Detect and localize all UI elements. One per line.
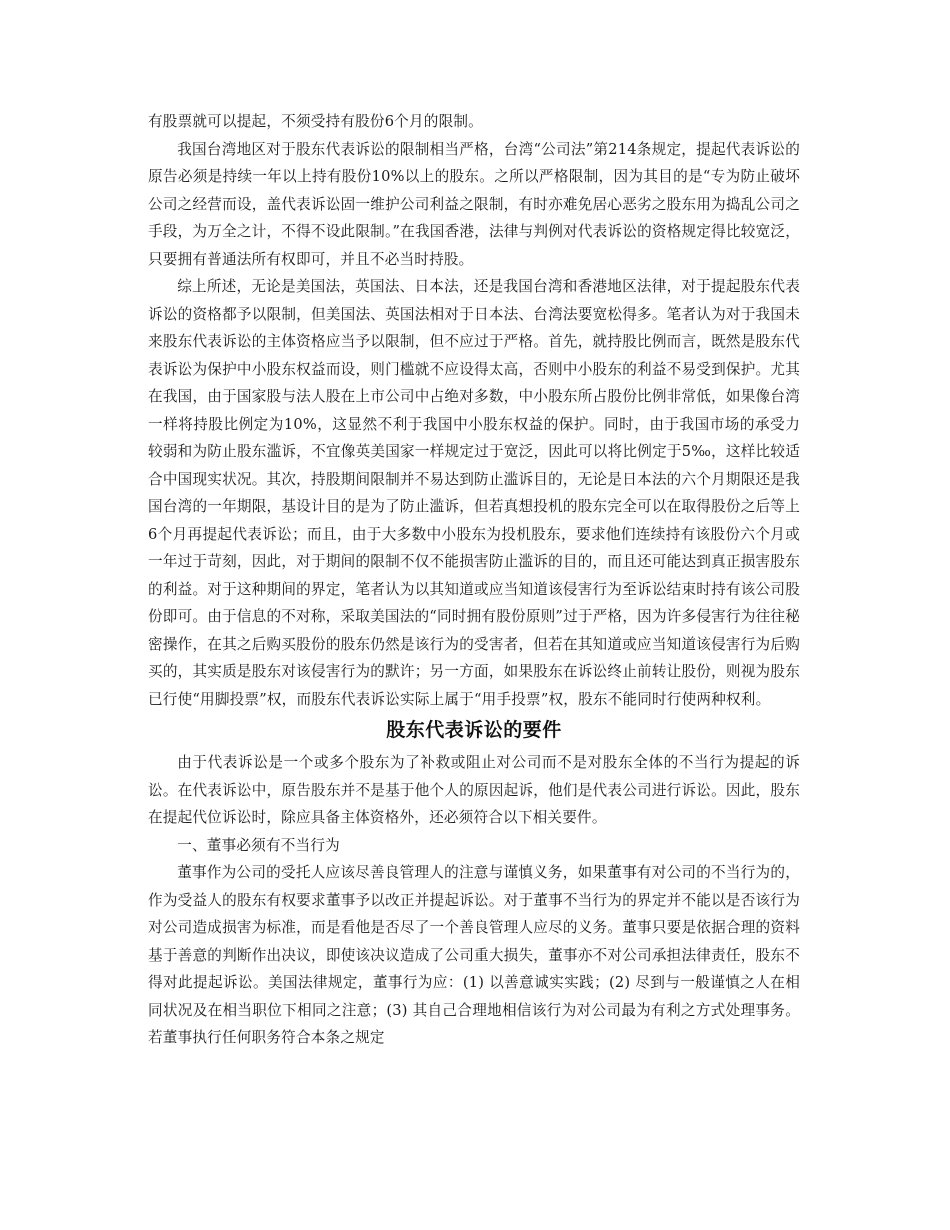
paragraph-director-duty: 董事作为公司的受托人应该尽善良管理人的注意与谨慎义务，如果董事有对公司的不当行为的，作为受益人的股东有权要求董事予以改正并提起诉讼。对于董事不当行为的界定并不能以是否该行为对公司造成损害为标准，而是看他是否尽了一个善良管理人应尽的义务。董事只要是依据合理的资料基于善意的判断作出决议，即使该决议造成了公司重大损失，董事亦不对公司承担法律责任，股东不得对此提起诉讼。美国法律规定，董事行为应：(1) 以善意诚实实践；(2) 尽到与一般谨慎之人在相同状况及在相当职位下相同之注意；(3) 其自己合理地相信该行为对公司最为有利之方式处理事务。若董事执行任何职务符合本条之规定 bbox=[148, 864, 800, 1046]
section-heading: 股东代表诉讼的要件 bbox=[386, 719, 562, 741]
paragraph-taiwan-hongkong: 我国台湾地区对于股东代表诉讼的限制相当严格，台湾“公司法”第214条规定，提起代表诉讼的原告必须是持续一年以上持有股份10%以上的股东。之所以严格限制，因为其目的是“专为防止破坏公司之经营而设，盖代表诉讼固一维护公司利益之限制，有时亦难免居心恶劣之股东用为捣乱公司之手段，为万全之计，不得不设此限制。”在我国香港，法律与判例对代表诉讼的资格规定得比较宽泛，只要拥有普通法所有权即可，并且不必当时持股。 bbox=[148, 140, 800, 268]
document-body bbox=[148, 108, 800, 1052]
subheading-director-misconduct: 一、董事必须有不当行为 bbox=[177, 836, 340, 854]
paragraph-continuation: 有股票就可以提起，不须受持有股份6个月的限制。 bbox=[148, 113, 483, 130]
paragraph-summary: 综上所述，无论是美国法，英国法、日本法，还是我国台湾和香港地区法律，对于提起股东代表诉讼的资格都予以限制，但美国法、英国法相对于日本法、台湾法要宽松得多。笔者认为对于我国未来股东代表诉讼的主体资格应当予以限制，但不应过于严格。首先，就持股比例而言，既然是股东代表诉讼为保护中小股东权益而设，则门槛就不应设得太高，否则中小股东的利益不易受到保护。尤其在我国，由于国家股与法人股在上市公司中占绝对多数，中小股东所占股份比例非常低，如果像台湾一样将持股比例定为10%，这显然不利于我国中小股东权益的保护。同时，由于我国市场的承受力较弱和为防止股东滥诉，不宜像英美国家一样规定过于宽泛，因此可以将比例定于5‰，这样比较适合中国现实状况。其次，持股期间限制并不易达到防止滥诉目的，无论是日本法的六个月期限还是我国台湾的一年期限，基设计目的是为了防止滥诉，但若真想投机的股东完全可以在取得股份之后等上6个月再提起代表诉讼；而且，由于大多数中小股东为投机股东，要求他们连续持有该股份六个月或一年过于苛刻，因此，对于期间的限制不仅不能损害防止滥诉的目的，而且还可能达到真正损害股东的利益。对于这种期间的界定，笔者认为以其知道或应当知道该侵害行为至诉讼结束时持有该公司股份即可。由于信息的不对称，采取美国法的“同时拥有股份原则”过于严格，因为许多侵害行为往往秘密操作，在其之后购买股份的股东仍然是该行为的受害者，但若在其知道或应当知道该侵害行为后购买的，其实质是股东对该侵害行为的默许；另一方面，如果股东在诉讼终止前转让股份，则视为股东已行使“用脚投票”权，而股东代表诉讼实际上属于“用手投票”权，股东不能同时行使两种权利。 bbox=[148, 278, 800, 708]
paragraph-intro: 由于代表诉讼是一个或多个股东为了补救或阻止对公司而不是对股东全体的不当行为提起的诉讼。在代表诉讼中，原告股东并不是基于他个人的原因起诉，他们是代表公司进行诉讼。因此，股东在提起代位诉讼时，除应具备主体资格外，还必须符合以下相关要件。 bbox=[148, 754, 800, 826]
